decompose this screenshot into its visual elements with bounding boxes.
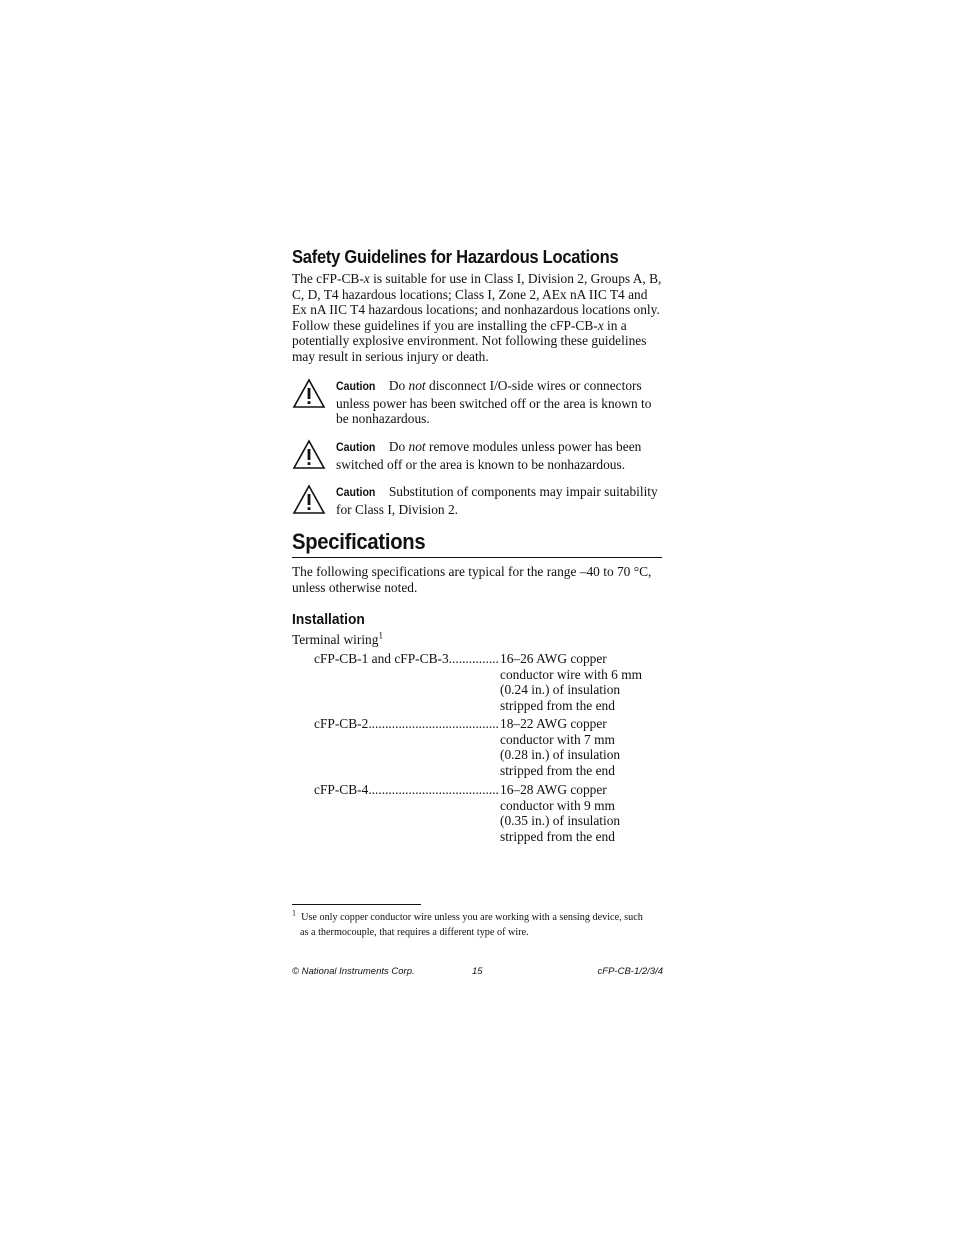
caution-label: Caution — [336, 487, 376, 499]
footnote-reference[interactable]: 1 — [378, 630, 383, 641]
terminal-wiring-label: Terminal wiring$^1$ — [292, 630, 383, 647]
footer-right: cFP-CB-1/2/3/4 — [597, 966, 663, 977]
specifications-section — [292, 529, 662, 555]
spec-label: cFP-CB-4 ..... — [314, 782, 498, 798]
terminal-wiring — [292, 632, 662, 648]
heading-rule — [292, 557, 662, 558]
warning-triangle-icon — [292, 439, 326, 471]
warning-triangle-icon — [292, 484, 326, 516]
spec-value: 16–28 AWG copper conductor with 9 mm (0.35 in.) of insulation stripped from the end — [500, 782, 621, 844]
caution-text: Caution Do not remove modules unless power has been switched off or the area is known to be nonhazardous. — [336, 439, 642, 472]
specifications-intro-paragraph: The following specifications are typical for the range –40 to 70 °C, unless otherwise noted. — [292, 564, 652, 595]
safety-intro-paragraph: The cFP-CB-x is suitable for use in Class I, Division 2, Groups A, B, C, D, T4 hazardous locations; Class I, Zone 2, AEx nA IIC T4 and Ex nA IIC T4 hazardous locations; and nonhazardous locations only. Follow these guidelines if you are installing the cFP-CB-x in a potentially explosive environment. Not following these guidelines may result in serious injury or death. — [292, 271, 662, 364]
specifications-heading: Specifications — [292, 529, 426, 554]
footnote: $^1$ Use only copper conductor wire unless you are working with a sensing device, such as a thermocouple, that requires a different type of wire. — [292, 908, 643, 938]
spec-label: cFP-CB-2 ..... — [314, 716, 498, 732]
caution-label: Caution — [336, 442, 376, 454]
footnote-rule — [292, 904, 421, 905]
installation-heading: Installation — [292, 611, 365, 628]
caution-text: Caution Do not disconnect I/O-side wires or connectors unless power has been switched off or the area is known to be nonhazardous. — [336, 378, 652, 427]
spec-value: 18–22 AWG copper conductor with 7 mm (0.28 in.) of insulation stripped from the end — [500, 716, 621, 778]
specifications-intro — [292, 564, 662, 595]
installation-section — [292, 611, 662, 629]
footer-left: © National Instruments Corp. — [292, 966, 415, 977]
caution-text: Caution Substitution of components may impair suitability for Class I, Division 2. — [336, 484, 658, 517]
caution-label: Caution — [336, 381, 376, 393]
safety-intro — [292, 271, 662, 365]
spec-value: 16–26 AWG copper conductor wire with 6 mm (0.24 in.) of insulation stripped from the end — [500, 651, 643, 713]
safety-section — [292, 246, 662, 268]
warning-triangle-icon — [292, 378, 326, 410]
spec-label: cFP-CB-1 and cFP-CB-3 ..... — [314, 651, 498, 667]
safety-heading: Safety Guidelines for Hazardous Locations — [292, 247, 619, 267]
footnote-mark: 1 — [292, 908, 296, 918]
page-number: 15 — [472, 966, 483, 977]
